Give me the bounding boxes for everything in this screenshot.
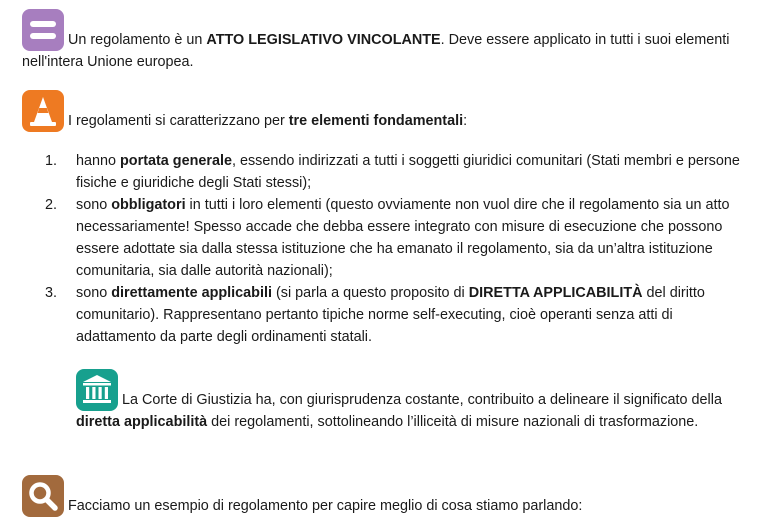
list-icon — [22, 9, 64, 51]
list-item-number: 2. — [45, 197, 58, 213]
intro-bold-1: ATTO LEGISLATIVO VINCOLANTE — [206, 32, 441, 48]
intro-text-1: Un regolamento è un — [68, 32, 207, 48]
list-item-bold-1: portata generale — [120, 153, 232, 169]
court-bold-1: diretta applicabilità — [76, 414, 208, 430]
court-text-1: La Corte di Giustizia ha, con giurisprudenza costante, contribuito a delineare il significato della — [122, 392, 722, 408]
list-item-text-1: sono — [76, 197, 112, 213]
intro-paragraph — [22, 9, 751, 73]
list-item-bold-1: obbligatori — [111, 197, 186, 213]
list-item-text-2: (si parla a questo proposito di — [271, 285, 469, 301]
list-item-text-1: sono — [76, 285, 112, 301]
list-item — [45, 194, 751, 282]
list-item — [45, 282, 751, 348]
features-text-2: : — [463, 113, 468, 129]
court-text-2: dei regolamenti, sottolineando l’illiceità di misure nazionali di trasformazione. — [207, 414, 699, 430]
features-list — [45, 150, 751, 348]
list-item — [45, 150, 751, 194]
list-item-bold-1: direttamente applicabili — [111, 285, 272, 301]
features-bold-1: tre elementi fondamentali — [288, 113, 464, 129]
traffic-cone-icon — [22, 90, 64, 132]
list-item-number: 1. — [45, 153, 58, 169]
list-item-text-2: , essendo indirizzati a tutti i soggetti giuridici comunitari (Stati membri e persone fisiche e giuridiche degli Stati stessi); — [76, 153, 740, 191]
example-text-1: Facciamo un esempio di regolamento per capire meglio di cosa stiamo parlando: — [68, 498, 583, 514]
magnifier-icon — [22, 475, 64, 517]
court-paragraph — [76, 369, 723, 433]
list-item-text-2: in tutti i loro elementi (questo ovviamente non vuol dire che il regolamento sia un atto necessariamente! Spesso accade che debba essere integrato con misure di esecuzione che possono essere adottate sia dalla stessa istituzione che ha emanato il regolamento, sia da un’altra istituzione comunitaria, sia dalle autorità nazionali); — [76, 197, 730, 279]
list-item-number: 3. — [45, 285, 58, 301]
list-item-text-1: hanno — [76, 153, 121, 169]
example-paragraph — [22, 475, 751, 517]
features-text-1: I regolamenti si caratterizzano per — [68, 113, 289, 129]
list-item-bold-2: DIRETTA APPLICABILITÀ — [468, 285, 643, 301]
intro-text-2: . Deve essere applicato in tutti i suoi elementi nell'intera Unione europea. — [22, 32, 730, 70]
list-item-text-3: del diritto comunitario). Rappresentano pertanto tipiche norme self-executing, cioè operanti senza atti di adattamento da parte degli ordinamenti statali. — [76, 285, 705, 345]
courthouse-icon — [76, 369, 118, 411]
features-paragraph — [22, 90, 751, 132]
